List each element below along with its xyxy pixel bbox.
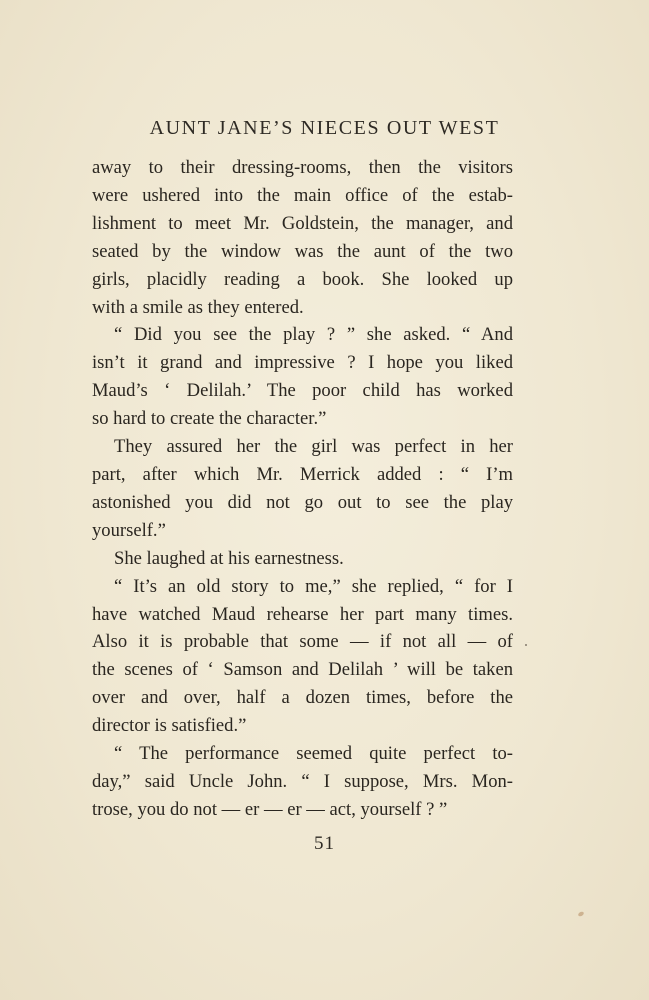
running-head: AUNT JANE’S NIECES OUT WEST (149, 117, 500, 139)
body-text (92, 154, 513, 824)
text-line: Maud’s ‘ Delilah.’ The poor child has worked (92, 380, 513, 402)
text-line: over and over, half a dozen times, before the (92, 687, 513, 709)
text-line: yourself.” (92, 519, 166, 541)
text-line: were ushered into the main office of the estab- (92, 184, 513, 206)
text-line: “ Did you see the play ? ” she asked. “ And (114, 324, 513, 346)
text-line: “ It’s an old story to me,” she replied, “ for I (114, 575, 513, 597)
text-line: seated by the window was the aunt of the two (92, 240, 513, 262)
text-line: trose, you do not — er — er — act, yourself ? ” (92, 798, 448, 820)
text-line: She laughed at his earnestness. (114, 547, 344, 569)
text-line: day,” said Uncle John. “ I suppose, Mrs. Mon- (92, 770, 513, 792)
text-line: girls, placidly reading a book. She looked up (92, 268, 513, 290)
text-line: the scenes of ‘ Samson and Delilah ’ will be taken (92, 659, 513, 681)
paper-blemish (525, 644, 527, 646)
text-line: Also it is probable that some — if not all — of (92, 631, 513, 653)
text-line: have watched Maud rehearse her part many times. (92, 603, 513, 625)
text-line: so hard to create the character.” (92, 408, 327, 430)
text-line: part, after which Mr. Merrick added : “ I’m (92, 463, 513, 485)
text-line: astonished you did not go out to see the play (92, 491, 513, 513)
text-line: director is satisfied.” (92, 715, 247, 737)
page-number: 51 (314, 833, 335, 854)
text-line: lishment to meet Mr. Goldstein, the manager, and (92, 212, 513, 234)
text-line: away to their dressing-rooms, then the visitors (92, 157, 513, 178)
text-line: “ The performance seemed quite perfect to- (114, 743, 513, 765)
text-line: with a smile as they entered. (92, 296, 304, 318)
text-line: They assured her the girl was perfect in her (114, 436, 513, 458)
paper-blemish (577, 911, 584, 917)
text-line: isn’t it grand and impressive ? I hope you liked (92, 352, 513, 374)
